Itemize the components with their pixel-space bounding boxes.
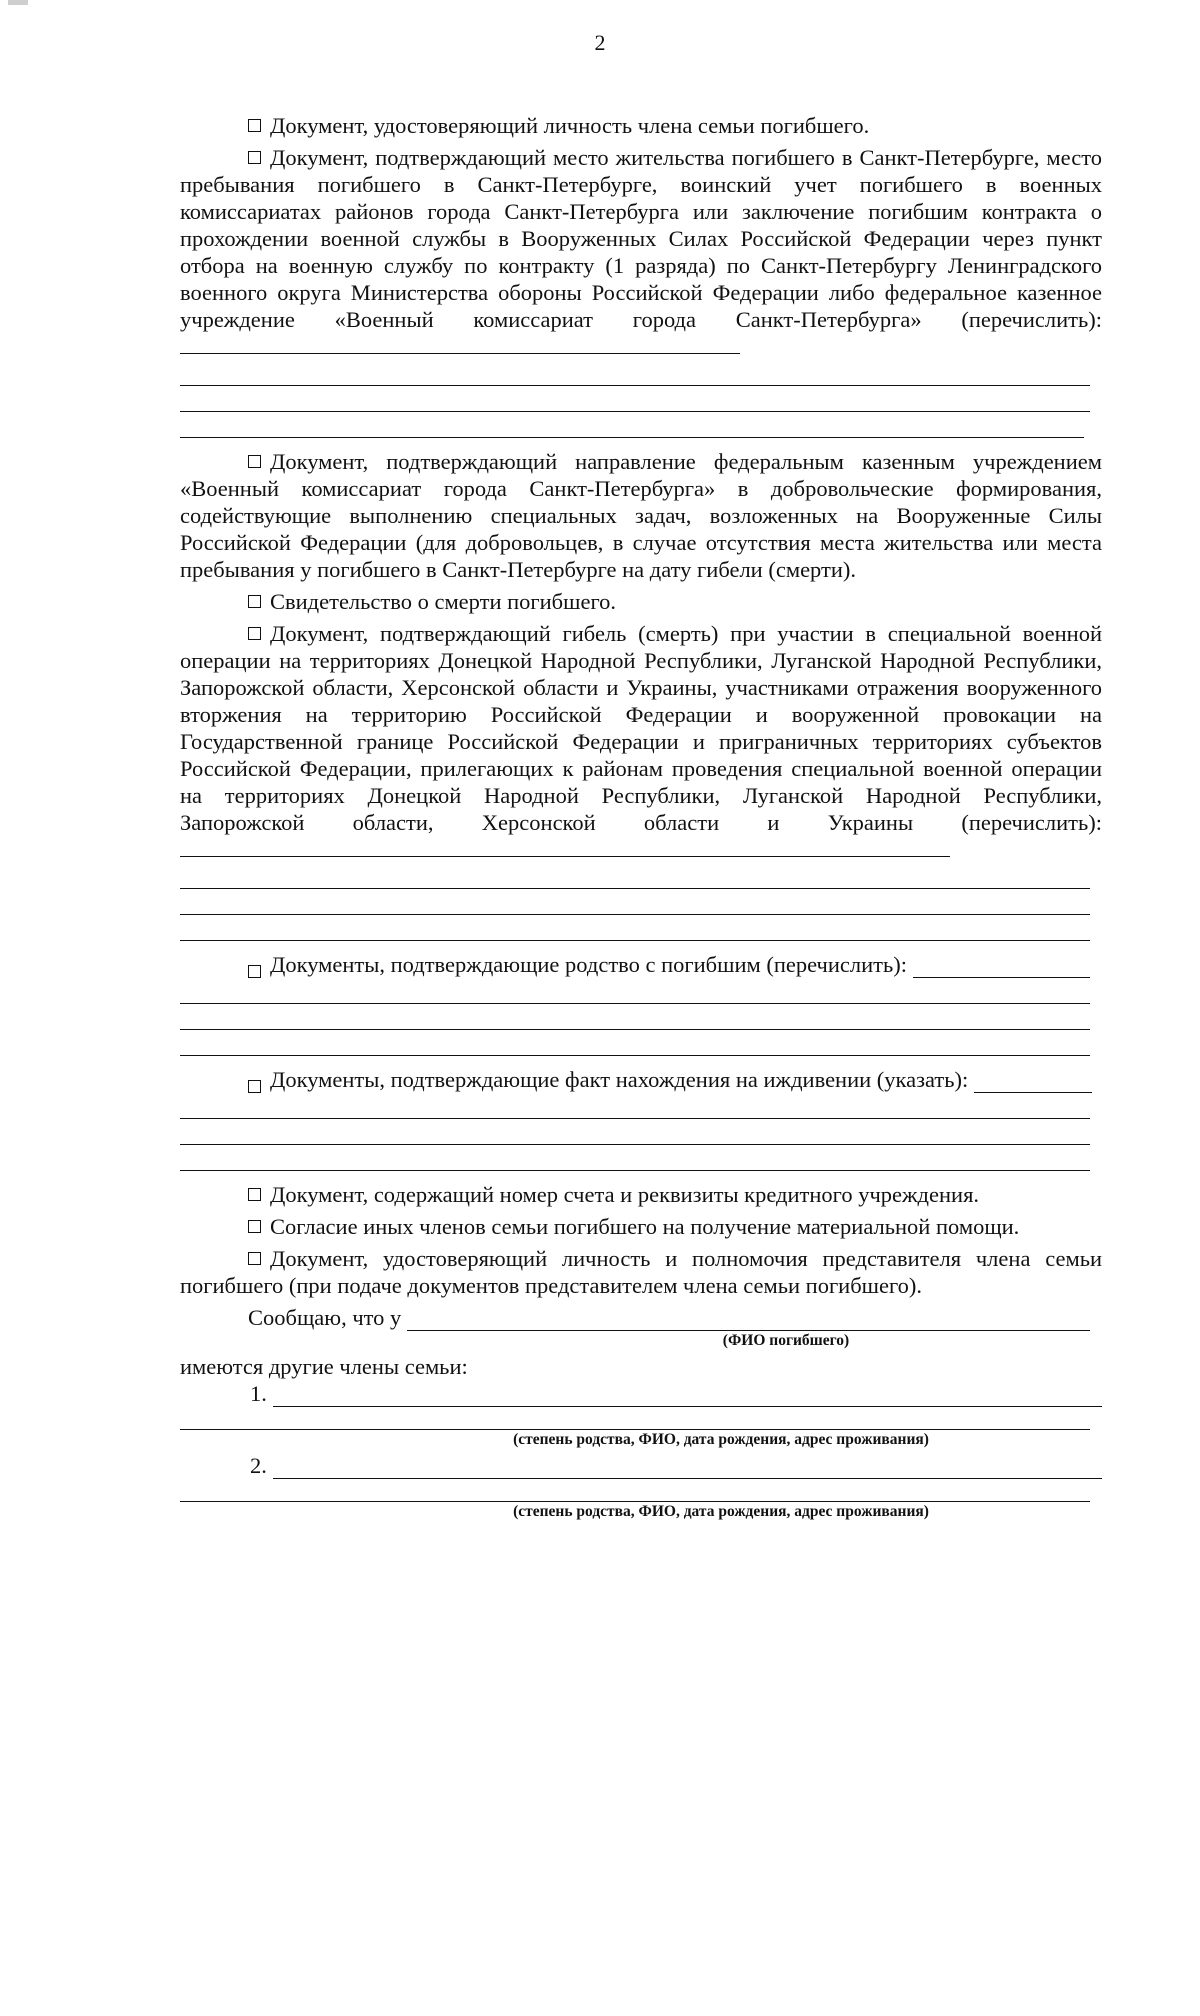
checkbox-icon[interactable] — [248, 965, 261, 978]
deceased-fio-caption: (ФИО погибшего) — [722, 1332, 850, 1349]
dependency-blank-line-1[interactable] — [180, 1093, 1090, 1119]
item-dependency-docs — [180, 1066, 1102, 1093]
residence-blank-line-1[interactable] — [180, 360, 1090, 386]
page-number: 2 — [594, 30, 606, 55]
item-death-certificate — [180, 588, 1102, 615]
kinship-fill-line[interactable] — [913, 957, 1090, 978]
member-2-number: 2. — [250, 1453, 267, 1478]
document-body — [180, 112, 1102, 1522]
dependency-fill-line[interactable] — [974, 1072, 1092, 1093]
item-bank-doc — [180, 1181, 1102, 1208]
member-1-caption: (степень родства, ФИО, дата рождения, адрес проживания) — [513, 1431, 929, 1448]
checkbox-icon[interactable] — [248, 595, 261, 608]
item-death-svo-doc — [180, 620, 1102, 863]
item-consent-doc — [180, 1213, 1102, 1240]
residence-fill-line[interactable] — [180, 333, 740, 354]
member-1-line — [180, 1380, 1102, 1407]
deceased-fio-field[interactable] — [407, 1310, 1090, 1331]
item-volunteer-doc — [180, 448, 1102, 583]
death-svo-fill-line[interactable] — [180, 836, 950, 857]
item-death-certificate-text: Свидетельство о смерти погибшего. — [270, 589, 616, 614]
kinship-blank-line-2[interactable] — [180, 1004, 1090, 1030]
item-identity-doc — [180, 112, 1102, 139]
item-volunteer-doc-text: Документ, подтверждающий направление федеральным казенным учреждением «Военный комиссариат города Санкт-Петербурга» в добровольческие формирования, содействующие выполнению специальных задач, возложенных на Вооруженные Силы Российской Федерации (для добровольцев, в случае отсутствия места жительства или места пребывания у погибшего в Санкт-Петербурге на дату гибели (смерти). — [180, 449, 1102, 582]
item-kinship-docs — [180, 951, 1102, 978]
member-1-field-continued[interactable] — [180, 1407, 1090, 1430]
checkbox-icon[interactable] — [248, 1080, 261, 1093]
member-1-field[interactable] — [273, 1386, 1102, 1407]
checkbox-icon[interactable] — [248, 1252, 261, 1265]
member-2-field-continued[interactable] — [180, 1479, 1090, 1502]
member-2-field[interactable] — [273, 1458, 1102, 1479]
member-2-caption: (степень родства, ФИО, дата рождения, адрес проживания) — [513, 1503, 929, 1520]
item-residence-doc-text: Документ, подтверждающий место жительства погибшего в Санкт-Петербурге, место пребывания погибшего в Санкт-Петербурге, воинский учет погибшего в военных комиссариатах районов города Санкт-Петербурга или заключение погибшим контракта о прохождении военной службы в Вооруженных Силах Российской Федерации через пункт отбора на военную службу по контракту (1 разряда) по Санкт-Петербургу Ленинградского военного округа Министерства обороны Российской Федерации либо федеральное казенное учреждение «Военный комиссариат города Санкт-Петербурга» (перечислить): — [180, 145, 1102, 332]
report-prefix: Сообщаю, что у — [248, 1305, 402, 1330]
member-1-number: 1. — [250, 1381, 267, 1406]
scan-corner-mark — [8, 0, 28, 5]
item-kinship-docs-text: Документы, подтверждающие родство с погибшим (перечислить): — [270, 952, 908, 977]
kinship-blank-line-3[interactable] — [180, 1030, 1090, 1056]
item-residence-doc — [180, 144, 1102, 360]
checkbox-icon[interactable] — [248, 455, 261, 468]
checkbox-icon[interactable] — [248, 119, 261, 132]
death-svo-blank-line-1[interactable] — [180, 863, 1090, 889]
kinship-blank-line-1[interactable] — [180, 978, 1090, 1004]
checkbox-icon[interactable] — [248, 1220, 261, 1233]
item-bank-doc-text: Документ, содержащий номер счета и реквизиты кредитного учреждения. — [270, 1182, 980, 1207]
item-identity-doc-text: Документ, удостоверяющий личность члена семьи погибшего. — [270, 113, 870, 138]
item-representative-doc — [180, 1245, 1102, 1299]
checkbox-icon[interactable] — [248, 151, 261, 164]
report-line — [180, 1304, 1102, 1331]
dependency-blank-line-3[interactable] — [180, 1145, 1090, 1171]
residence-blank-line-3[interactable] — [180, 412, 1084, 438]
dependency-blank-line-2[interactable] — [180, 1119, 1090, 1145]
death-svo-blank-line-2[interactable] — [180, 889, 1090, 915]
item-representative-doc-text: Документ, удостоверяющий личность и полномочия представителя члена семьи погибшего (при подаче документов представителем члена семьи погибшего). — [180, 1246, 1102, 1298]
item-dependency-docs-text: Документы, подтверждающие факт нахождения на иждивении (указать): — [270, 1067, 969, 1092]
checkbox-icon[interactable] — [248, 627, 261, 640]
member-2-line — [180, 1452, 1102, 1479]
death-svo-blank-line-3[interactable] — [180, 915, 1090, 941]
checkbox-icon[interactable] — [248, 1188, 261, 1201]
other-members-label: имеются другие члены семьи: — [180, 1354, 468, 1379]
residence-blank-line-2[interactable] — [180, 386, 1090, 412]
item-consent-doc-text: Согласие иных членов семьи погибшего на получение материальной помощи. — [270, 1214, 1020, 1239]
item-death-svo-doc-text: Документ, подтверждающий гибель (смерть) при участии в специальной военной операции на территориях Донецкой Народной Республики, Луганской Народной Республики, Запорожской области, Херсонской области и Украины, участниками отражения вооруженного вторжения на территорию Российской Федерации и вооруженной провокации на Государственной границе Российской Федерации и приграничных территориях субъектов Российской Федерации, прилегающих к районам проведения специальной военной операции на территориях Донецкой Народной Республики, Луганской Народной Республики, Запорожской области, Херсонской области и Украины (перечислить): — [180, 621, 1102, 835]
